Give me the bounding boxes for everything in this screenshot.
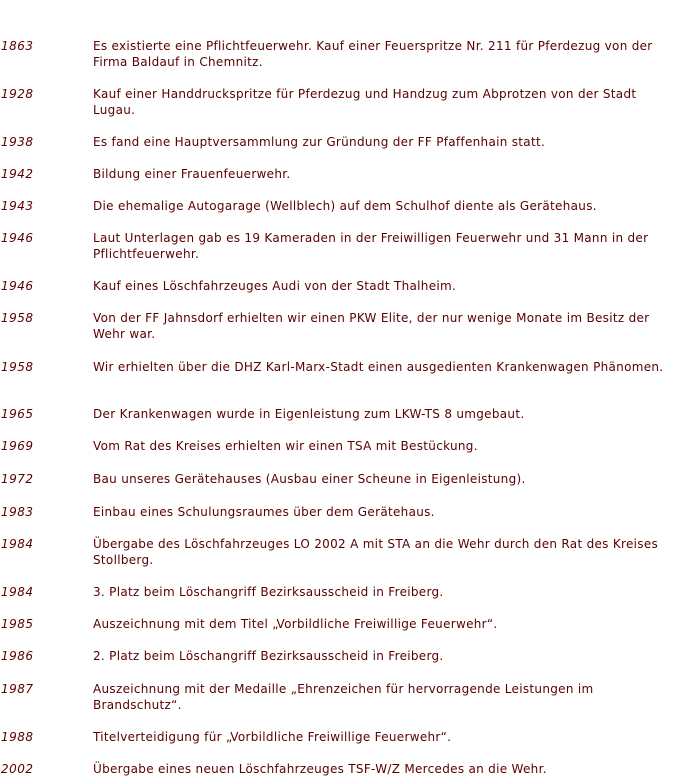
entry-text: Auszeichnung mit dem Titel „Vorbildliche Freiwillige Feuerwehr“. — [93, 617, 498, 631]
entry-text: Es fand eine Hauptversammlung zur Gründung der FF Pfaffenhain statt. — [93, 135, 546, 149]
entry-year: 2002 — [1, 762, 34, 776]
entry-year: 1863 — [1, 39, 34, 53]
entry-year: 1986 — [1, 649, 34, 663]
entry-year: 1942 — [1, 167, 34, 181]
entry-year: 1985 — [1, 617, 34, 631]
entry-text: Kauf eines Löschfahrzeuges Audi von der Stadt Thalheim. — [93, 279, 457, 293]
entry-year: 1984 — [1, 537, 34, 551]
entry-year: 1988 — [1, 730, 34, 744]
entry-year: 1946 — [1, 231, 34, 245]
entry-text: Von der FF Jahnsdorf erhielten wir einen PKW Elite, der nur wenige Monate im Besitz der Wehr war. — [93, 311, 650, 341]
entry-text: 2. Platz beim Löschangriff Bezirksausscheid in Freiberg. — [93, 649, 444, 663]
entry-text: Bildung einer Frauenfeuerwehr. — [93, 167, 291, 181]
entry-text: 3. Platz beim Löschangriff Bezirksausscheid in Freiberg. — [93, 585, 444, 599]
entry-text: Titelverteidigung für „Vorbildliche Freiwillige Feuerwehr“. — [93, 730, 452, 744]
entry-text: Die ehemalige Autogarage (Wellblech) auf dem Schulhof diente als Gerätehaus. — [93, 199, 597, 213]
entry-year: 1943 — [1, 199, 34, 213]
entry-text: Auszeichnung mit der Medaille „Ehrenzeichen für hervorragende Leistungen im Brandschutz“. — [93, 682, 594, 712]
entry-year: 1965 — [1, 407, 34, 421]
entry-text: Übergabe des Löschfahrzeuges LO 2002 A mit STA an die Wehr durch den Rat des Kreises Stollberg. — [93, 537, 659, 567]
entry-year: 1938 — [1, 135, 34, 149]
entry-year: 1983 — [1, 505, 34, 519]
entry-text: Kauf einer Handdruckspritze für Pferdezug und Handzug zum Abprotzen von der Stadt Lugau. — [93, 87, 637, 117]
entry-text: Wir erhielten über die DHZ Karl-Marx-Stadt einen ausgedienten Krankenwagen Phänomen. — [93, 360, 664, 374]
entry-year: 1958 — [1, 360, 34, 374]
entry-year: 1958 — [1, 311, 34, 325]
entry-year: 1946 — [1, 279, 34, 293]
entry-year: 1987 — [1, 682, 34, 696]
entry-text: Vom Rat des Kreises erhielten wir einen TSA mit Bestückung. — [93, 439, 478, 453]
entry-text: Der Krankenwagen wurde in Eigenleistung zum LKW-TS 8 umgebaut. — [93, 407, 525, 421]
entry-year: 1972 — [1, 472, 34, 486]
entry-year: 1984 — [1, 585, 34, 599]
entry-text: Übergabe eines neuen Löschfahrzeuges TSF-W/Z Mercedes an die Wehr. — [93, 762, 547, 776]
entry-year: 1928 — [1, 87, 34, 101]
entry-text: Laut Unterlagen gab es 19 Kameraden in der Freiwilligen Feuerwehr und 31 Mann in der Pflichtfeuerwehr. — [93, 231, 649, 261]
entry-text: Es existierte eine Pflichtfeuerwehr. Kauf einer Feuerspritze Nr. 211 für Pferdezug von der Firma Baldauf in Chemnitz. — [93, 39, 653, 69]
entry-text: Einbau eines Schulungsraumes über dem Gerätehaus. — [93, 505, 435, 519]
entry-year: 1969 — [1, 439, 34, 453]
entry-text: Bau unseres Gerätehauses (Ausbau einer Scheune in Eigenleistung). — [93, 472, 526, 486]
